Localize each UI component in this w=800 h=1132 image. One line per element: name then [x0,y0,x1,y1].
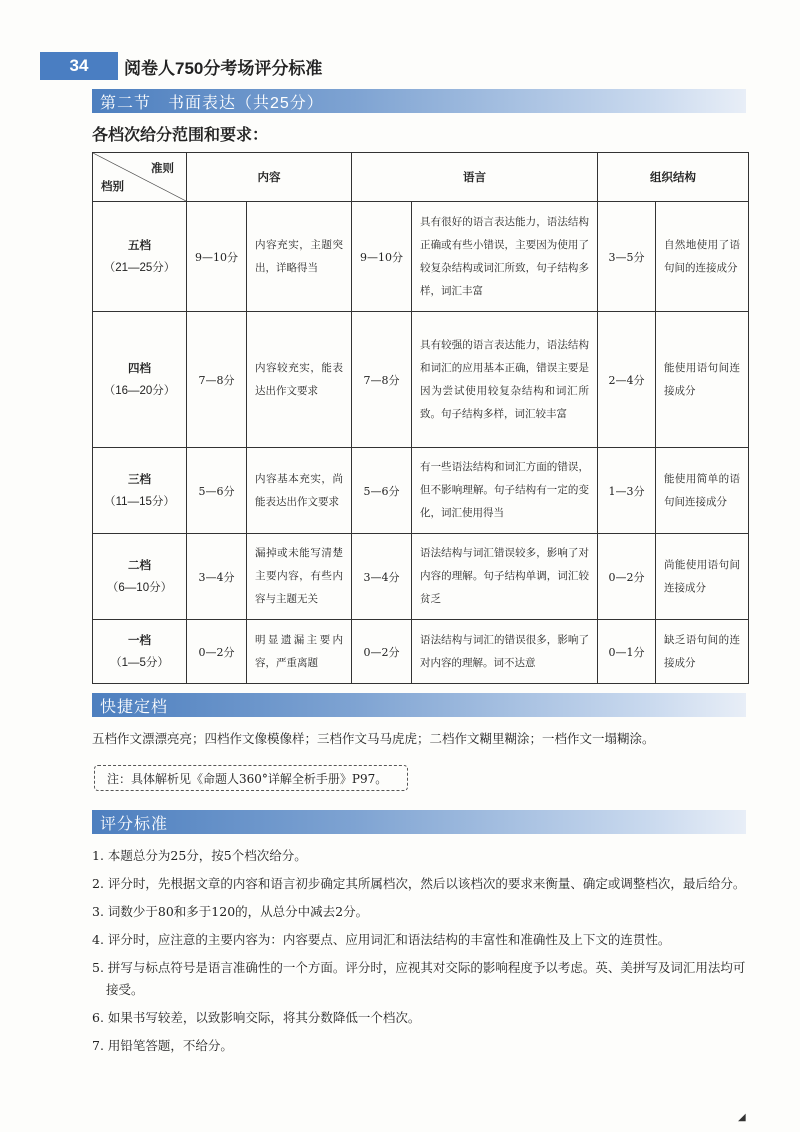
corner-criteria-label: 准则 [151,163,174,175]
table-row [93,312,749,448]
section-heading: 第二节 书面表达（共25分） [92,89,746,113]
language-desc: 具有较强的语言表达能力，语法结构和词汇的应用基本正确，错误主要是因为尝试使用较复杂结构和词汇所致。句子结构多样，词汇较丰富 [412,312,598,448]
language-desc: 语法结构与词汇的错误很多，影响了对内容的理解。词不达意 [412,620,598,684]
header-language: 语言 [352,153,598,202]
org-desc: 能使用简单的语句间连接成分 [656,448,749,534]
org-desc: 能使用语句间连接成分 [656,312,749,448]
level-cell [93,202,187,312]
list-item: 1. 本题总分为25分，按5个档次给分。 [92,848,307,863]
content-desc: 明显遗漏主要内容，严重离题 [247,620,352,684]
org-desc: 缺乏语句间的连接成分 [656,620,749,684]
content-desc: 内容基本充实，尚能表达出作文要求 [247,448,352,534]
page-corner-mark-icon: ◢ [738,1112,746,1123]
table-row [93,620,749,684]
content-score: 0—2分 [187,620,247,684]
table-caption: 各档次给分范围和要求： [92,127,269,144]
org-desc: 自然地使用了语句间的连接成分 [656,202,749,312]
level-range: （1—5分） [110,656,169,669]
level-range: （11—15分） [104,495,175,508]
language-desc: 具有很好的语言表达能力，语法结构正确或有些小错误，主要因为使用了较复杂结构或词汇所致，句子结构多样，词汇丰富 [412,202,598,312]
list-item: 7. 用铅笔答题，不给分。 [92,1038,233,1053]
list-item: 5. 拼写与标点符号是语言准确性的一个方面。评分时，应视其对交际的影响程度予以考虑。英、美拼写及词汇用法均可接受。 [92,960,746,997]
table-row [93,534,749,620]
list-item: 3. 词数少于80和多于120的，从总分中减去2分。 [92,904,369,919]
content-score: 3—4分 [187,534,247,620]
table-row [93,202,749,312]
quick-grading-text: 五档作文漂漂亮亮；四档作文像模像样；三档作文马马虎虎；二档作文糊里糊涂；一档作文一塌糊涂。 [92,731,655,746]
book-title: 阅卷人750分考场评分标准 [124,59,323,78]
org-score: 1—3分 [598,448,656,534]
level-name: 四档 [128,362,151,375]
language-desc: 语法结构与词汇错误较多，影响了对内容的理解。句子结构单调，词汇较贫乏 [412,534,598,620]
level-cell [93,312,187,448]
level-range: （21—25分） [103,261,176,274]
list-item: 2. 评分时，先根据文章的内容和语言初步确定其所属档次，然后以该档次的要求来衡量、确定或调整档次，最后给分。 [92,876,746,891]
grading-table [92,152,749,684]
language-score: 7—8分 [352,312,412,448]
level-cell [93,534,187,620]
level-name: 二档 [128,559,151,572]
org-score: 0—2分 [598,534,656,620]
table-row [93,448,749,534]
content-desc: 内容充实，主题突出，详略得当 [247,202,352,312]
org-score: 3—5分 [598,202,656,312]
quick-grading-heading: 快捷定档 [92,693,746,717]
list-item: 6. 如果书写较差，以致影响交际，将其分数降低一个档次。 [92,1010,421,1025]
list-item: 4. 评分时，应注意的主要内容为：内容要点、应用词汇和语法结构的丰富性和准确性及上下文的连贯性。 [92,932,671,947]
org-desc: 尚能使用语句间连接成分 [656,534,749,620]
content-score: 5—6分 [187,448,247,534]
corner-level-label: 档别 [101,181,124,193]
header-content: 内容 [187,153,352,202]
page-number: 34 [40,52,118,80]
level-cell [93,620,187,684]
table-corner-cell [93,153,187,202]
scoring-rules-list [92,845,752,1063]
scoring-standard-heading: 评分标准 [92,810,746,834]
language-score: 3—4分 [352,534,412,620]
content-desc: 内容较充实，能表达出作文要求 [247,312,352,448]
content-desc: 漏掉或未能写清楚主要内容，有些内容与主题无关 [247,534,352,620]
level-range: （16—20分） [103,384,176,397]
header-organization: 组织结构 [598,153,749,202]
level-range: （6—10分） [106,581,173,594]
language-score: 9—10分 [352,202,412,312]
org-score: 0—1分 [598,620,656,684]
level-name: 一档 [128,634,151,647]
content-score: 7—8分 [187,312,247,448]
org-score: 2—4分 [598,312,656,448]
content-score: 9—10分 [187,202,247,312]
language-score: 0—2分 [352,620,412,684]
level-cell [93,448,187,534]
level-name: 三档 [128,473,151,486]
reference-note: 注：具体解析见《命题人360°详解全析手册》P97。 [94,765,408,791]
level-name: 五档 [128,239,151,252]
language-score: 5—6分 [352,448,412,534]
language-desc: 有一些语法结构和词汇方面的错误，但不影响理解。句子结构有一定的变化，词汇使用得当 [412,448,598,534]
